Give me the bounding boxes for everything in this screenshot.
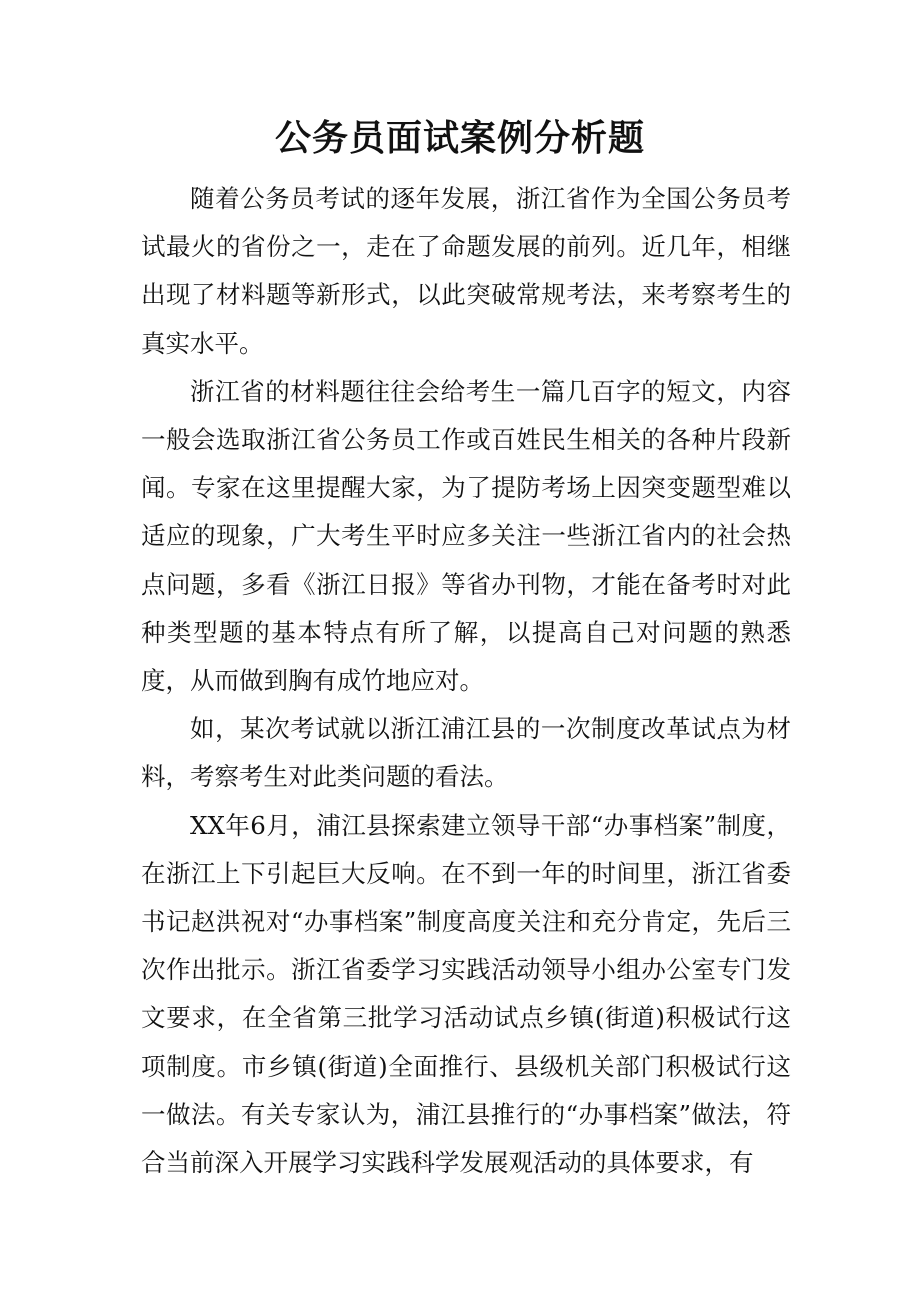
paragraph-example: 如，某次考试就以浙江浦江县的一次制度改革试点为材料，考察考生对此类问题的看法。: [141, 714, 791, 792]
paragraph-intro: 随着公务员考试的逐年发展，浙江省作为全国公务员考试最火的省份之一，走在了命题发展的前列。近几年，相继出现了材料题等新形式，以此突破常规考法，来考察考生的真实水平。: [141, 184, 791, 358]
paragraph-material-question: 浙江省的材料题往往会给考生一篇几百字的短文，内容一般会选取浙江省公务员工作或百姓民生相关的各种片段新闻。专家在这里提醒大家，为了提防考场上因突变题型难以适应的现象，广大考生平时应多关注一些浙江省内的社会热点问题，多看《浙江日报》等省办刊物，才能在备考时对此种类型题的基本特点有所了解，以提高自己对问题的熟悉度，从而做到胸有成竹地应对。: [141, 376, 791, 696]
page-title: 公务员面试案例分析题: [274, 117, 645, 159]
document-body: [141, 175, 791, 1187]
paragraph-case-material: XX年6月，浦江县探索建立领导干部“办事档案”制度，在浙江上下引起巨大反响。在不到一年的时间里，浙江省委书记赵洪祝对“办事档案”制度高度关注和充分肯定，先后三次作出批示。浙江省委学习实践活动领导小组办公室专门发文要求，在全省第三批学习活动试点乡镇(街道)积极试行这项制度。市乡镇(街道)全面推行、县级机关部门积极试行这一做法。有关专家认为，浦江县推行的“办事档案”做法，符合当前深入开展学习实践科学发展观活动的具体要求，有: [141, 810, 791, 1178]
